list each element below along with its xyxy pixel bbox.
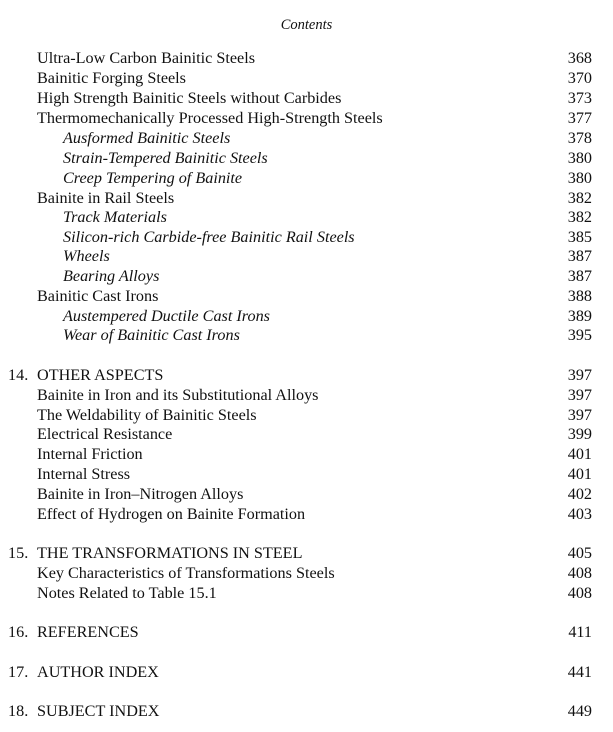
toc-subentry-page: 380	[567, 149, 592, 167]
toc-chapter-title: AUTHOR INDEX	[37, 663, 159, 681]
toc-entry[interactable]	[0, 48, 613, 68]
toc-subentry[interactable]	[0, 266, 613, 286]
toc-chapter[interactable]	[0, 701, 613, 721]
running-head: Contents	[280, 17, 333, 33]
toc-subentry-page: 380	[567, 169, 592, 187]
toc-entry-page: 368	[567, 49, 592, 67]
toc-subentry-title: Austempered Ductile Cast Irons	[63, 307, 270, 325]
toc-subentry-page: 389	[567, 307, 592, 325]
toc-entry-title: High Strength Bainitic Steels without Carbides	[37, 89, 342, 107]
toc-chapter-title: SUBJECT INDEX	[37, 702, 160, 720]
toc-chapter-page: 397	[567, 366, 592, 384]
toc-chapter-number: 14.	[8, 366, 29, 384]
toc-entry[interactable]	[0, 563, 613, 583]
toc-subentry-title: Track Materials	[63, 208, 167, 226]
toc-entry-title: Bainitic Cast Irons	[37, 287, 159, 305]
toc-subentry-page: 378	[567, 129, 592, 147]
toc-subentry[interactable]	[0, 168, 613, 188]
toc-entry-title: Internal Friction	[37, 445, 143, 463]
toc-entry-title: The Weldability of Bainitic Steels	[37, 406, 257, 424]
toc-entry-page: 377	[567, 109, 592, 127]
toc-entry-title: Ultra-Low Carbon Bainitic Steels	[37, 49, 256, 67]
toc-entry-page: 382	[567, 189, 592, 207]
toc-chapter[interactable]	[0, 662, 613, 682]
toc-subentry[interactable]	[0, 306, 613, 326]
toc-subentry[interactable]	[0, 207, 613, 227]
toc-entry-title: Notes Related to Table 15.1	[37, 584, 217, 602]
toc-entry-title: Bainite in Iron–Nitrogen Alloys	[37, 485, 244, 503]
toc-entry[interactable]	[0, 464, 613, 484]
toc-subentry-title: Creep Tempering of Bainite	[63, 169, 243, 187]
toc-entry-title: Key Characteristics of Transformations Steels	[37, 564, 335, 582]
toc-subentry-page: 395	[567, 326, 592, 344]
toc-entry[interactable]	[0, 484, 613, 504]
toc-entry[interactable]	[0, 188, 613, 208]
toc-entry-title: Bainite in Rail Steels	[37, 189, 175, 207]
toc-subentry-page: 385	[567, 228, 592, 246]
toc-entry-page: 401	[567, 445, 592, 463]
toc-entry[interactable]	[0, 286, 613, 306]
toc-entry-page: 397	[567, 406, 592, 424]
toc-chapter-page: 405	[567, 544, 592, 562]
toc-subentry[interactable]	[0, 325, 613, 345]
toc-entry-page: 373	[567, 89, 592, 107]
toc-entry[interactable]	[0, 108, 613, 128]
toc-entry-page: 403	[567, 505, 592, 523]
toc-subentry-page: 387	[567, 267, 592, 285]
toc-entry[interactable]	[0, 504, 613, 524]
toc-entry-title: Electrical Resistance	[37, 425, 173, 443]
toc-entry[interactable]	[0, 583, 613, 603]
toc-chapter-title: REFERENCES	[37, 623, 139, 641]
toc-subentry[interactable]	[0, 246, 613, 266]
toc-chapter-page: 411	[568, 623, 592, 641]
toc-subentry-title: Silicon-rich Carbide-free Bainitic Rail Steels	[63, 228, 355, 246]
toc-subentry-title: Wear of Bainitic Cast Irons	[63, 326, 240, 344]
toc-chapter-number: 18.	[8, 702, 29, 720]
toc-entry[interactable]	[0, 68, 613, 88]
toc-entry[interactable]	[0, 424, 613, 444]
toc-chapter[interactable]	[0, 365, 613, 385]
toc-entry-title: Internal Stress	[37, 465, 131, 483]
toc-entry[interactable]	[0, 405, 613, 425]
toc-entry[interactable]	[0, 444, 613, 464]
toc-entry-page: 408	[567, 564, 592, 582]
toc-chapter-title: THE TRANSFORMATIONS IN STEEL	[37, 544, 303, 562]
toc-chapter-page: 449	[567, 702, 592, 720]
toc-entry-page: 397	[567, 386, 592, 404]
toc-entry-page: 388	[567, 287, 592, 305]
toc-subentry-title: Wheels	[63, 247, 110, 265]
toc-chapter-page: 441	[567, 663, 592, 681]
toc-entry-title: Bainite in Iron and its Substitutional Alloys	[37, 386, 319, 404]
toc-entry[interactable]	[0, 385, 613, 405]
toc-subentry-page: 387	[567, 247, 592, 265]
toc-subentry-title: Bearing Alloys	[63, 267, 160, 285]
toc-subentry[interactable]	[0, 148, 613, 168]
toc-chapter-number: 15.	[8, 544, 29, 562]
toc-chapter-title: OTHER ASPECTS	[37, 366, 164, 384]
toc-subentry[interactable]	[0, 128, 613, 148]
toc-subentry-title: Strain-Tempered Bainitic Steels	[63, 149, 268, 167]
toc-entry-title: Thermomechanically Processed High-Strength Steels	[37, 109, 383, 127]
toc-subentry-page: 382	[567, 208, 592, 226]
toc-subentry-title: Ausformed Bainitic Steels	[63, 129, 231, 147]
toc-chapter-number: 17.	[8, 663, 29, 681]
toc-entry-page: 399	[567, 425, 592, 443]
toc-subentry[interactable]	[0, 227, 613, 247]
toc-chapter-number: 16.	[8, 623, 29, 641]
toc-entry[interactable]	[0, 88, 613, 108]
toc-entry-page: 402	[567, 485, 592, 503]
toc-entry-page: 401	[567, 465, 592, 483]
toc-entry-title: Bainitic Forging Steels	[37, 69, 186, 87]
toc-chapter[interactable]	[0, 543, 613, 563]
toc-entry-page: 370	[567, 69, 592, 87]
toc-entry-title: Effect of Hydrogen on Bainite Formation	[37, 505, 306, 523]
toc-entry-page: 408	[567, 584, 592, 602]
toc-chapter[interactable]	[0, 622, 613, 642]
